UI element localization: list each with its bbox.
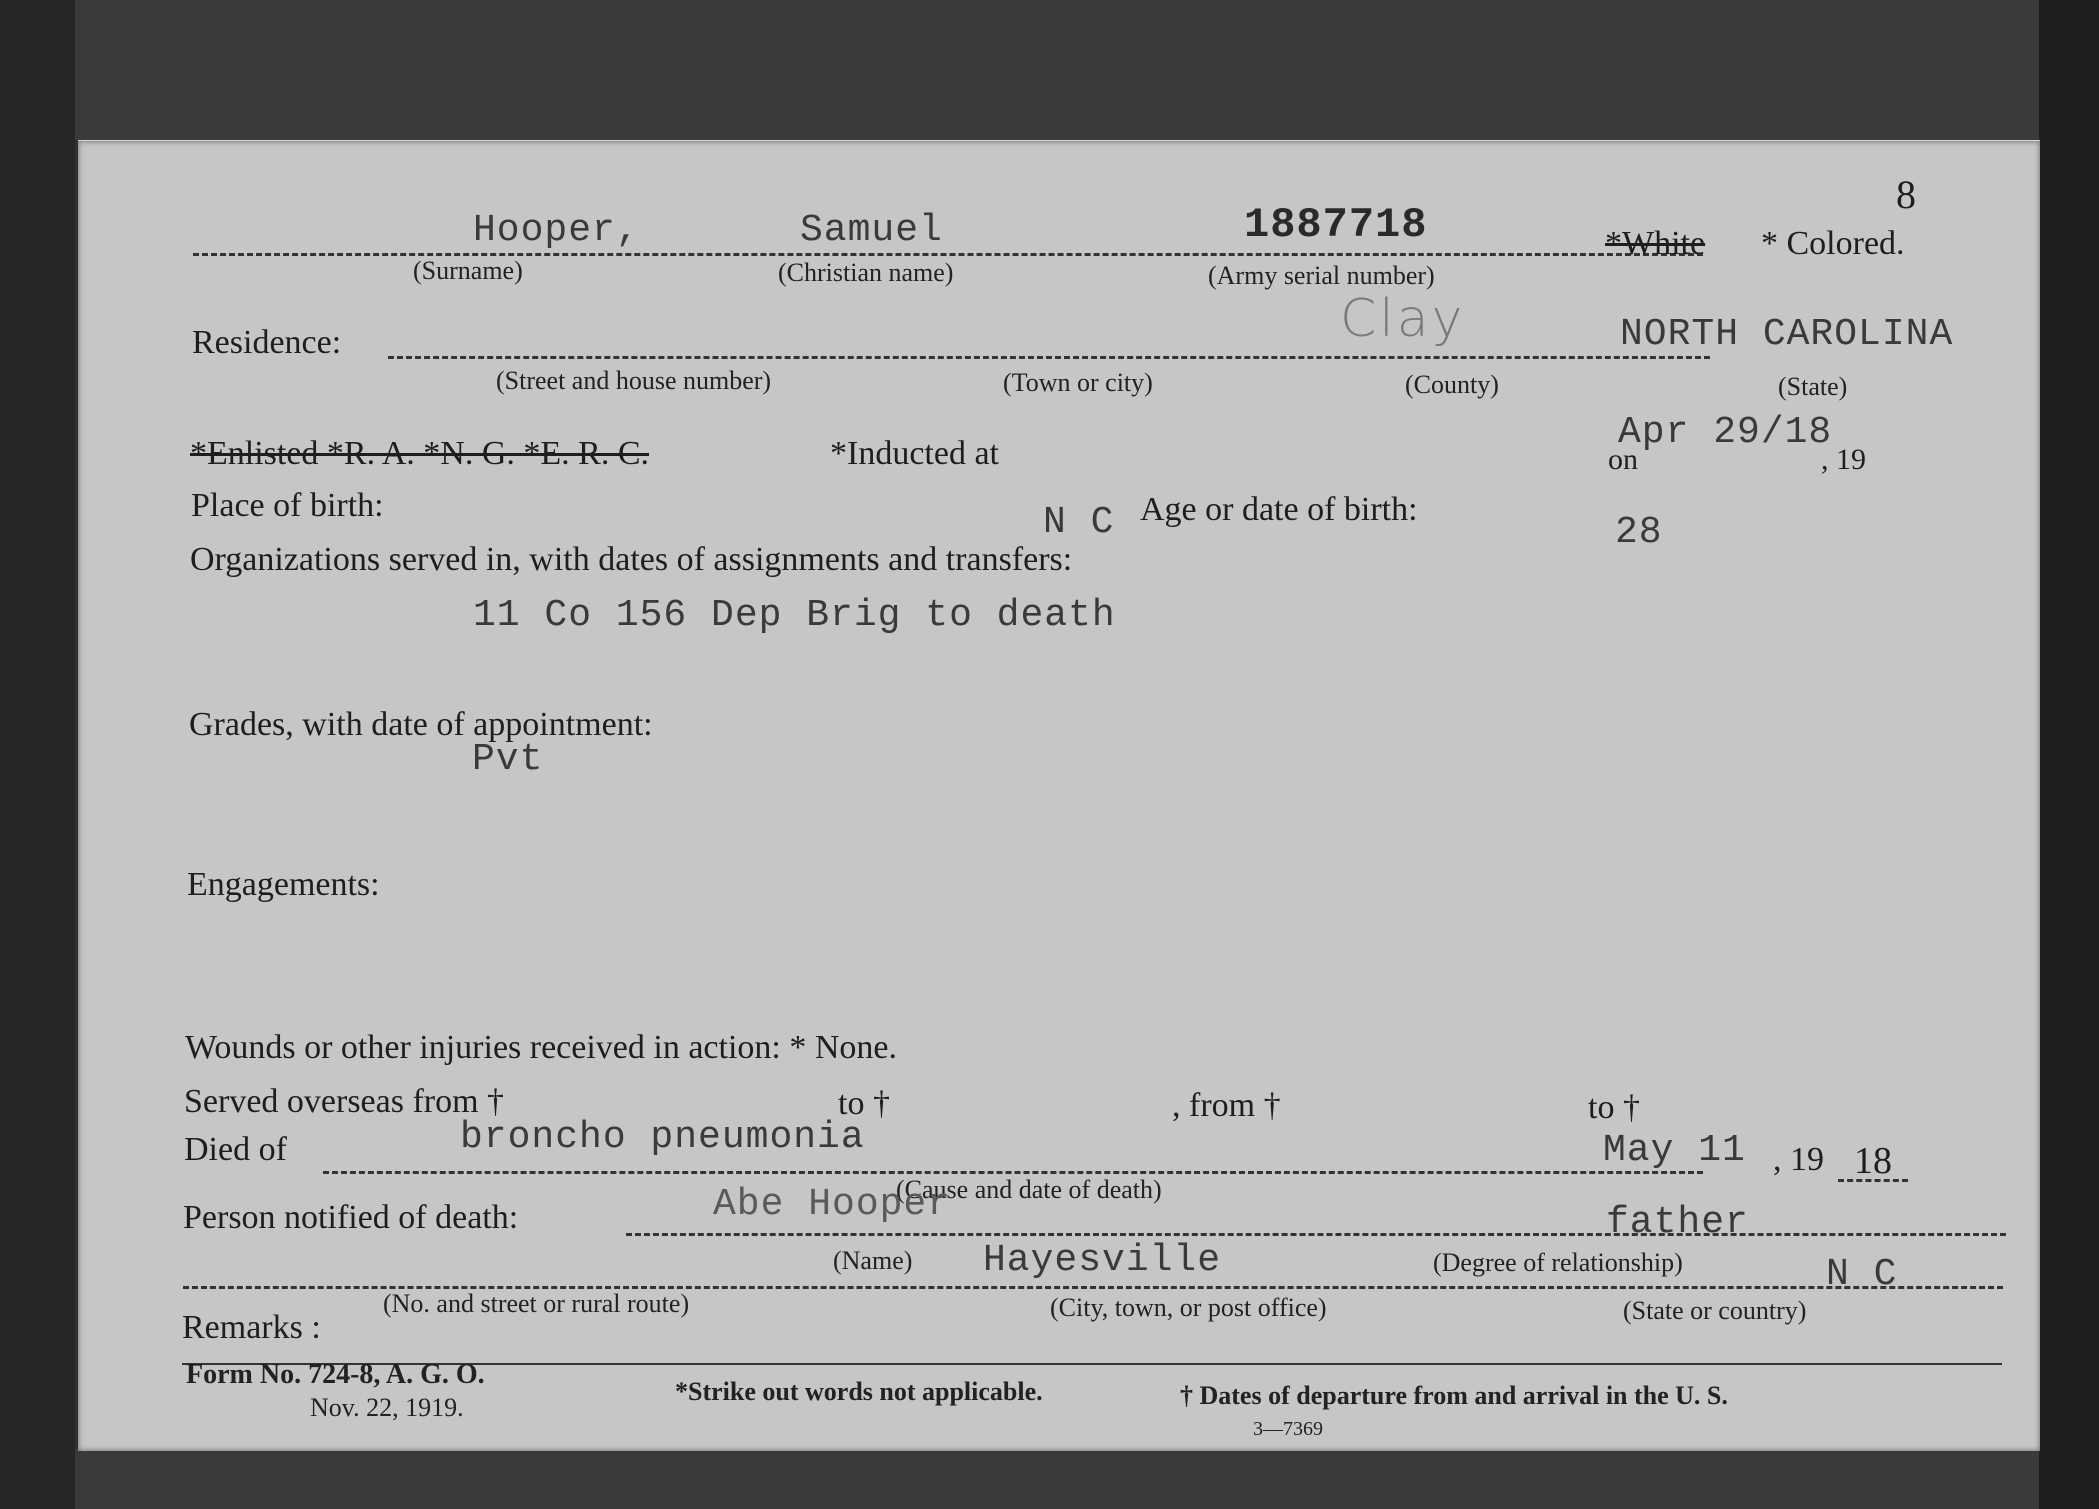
form-date: Nov. 22, 1919. [310,1393,464,1422]
remarks-label: Remarks : [182,1309,321,1346]
print-code: 3—7369 [1253,1418,1323,1440]
residence-label: Residence: [192,324,342,361]
caption-christian-name: (Christian name) [778,258,954,287]
caption-town: (Town or city) [1003,368,1153,397]
death-date-value: May 11 [1603,1129,1746,1172]
caption-street-route: (No. and street or rural route) [383,1289,690,1318]
caption-state: (State) [1778,372,1848,401]
christian-name-value: Samuel [800,209,943,252]
surname-value: Hooper, [473,209,640,252]
background-bottom [75,1449,2039,1509]
card-number: 8 [1896,172,1916,217]
death-year-value: 18 [1854,1140,1892,1182]
person-notified-label: Person notified of death: [183,1199,519,1236]
organizations-label: Organizations served in, with dates of assignments and transfers: [190,541,1073,578]
served-overseas-label: Served overseas from † [184,1083,505,1120]
strike-out-note: *Strike out words not applicable. [675,1377,1043,1406]
caption-degree-of-relationship: (Degree of relationship) [1433,1248,1683,1277]
notified-city-value: Hayesville [983,1239,1222,1282]
caption-serial-number: (Army serial number) [1208,261,1435,290]
death-year-line [1838,1179,1908,1182]
background-right [2039,0,2099,1509]
induction-date-value: Apr 29/18 [1618,411,1833,454]
age-label: Age or date of birth: [1140,491,1418,528]
died-of-label: Died of [184,1131,287,1168]
organizations-value: 11 Co 156 Dep Brig to death [473,594,1116,637]
enlisted-options-struck: *Enlisted *R. A. *N. G. *E. R. C. [190,435,650,472]
inducted-label: *Inducted at [830,435,999,472]
on-label: on [1608,443,1638,476]
overseas-to-label: to † [838,1085,890,1122]
grades-label: Grades, with date of appointment: [189,706,653,743]
relationship-value: father [1606,1201,1749,1244]
grade-value: Pvt [472,738,544,781]
age-value: 28 [1615,511,1663,554]
wounds-label: Wounds or other injuries received in action: * None. [185,1029,898,1066]
county-value: Clay [1340,289,1466,349]
dates-note: † Dates of departure from and arrival in the U. S. [1180,1381,1728,1410]
engagements-label: Engagements: [187,866,380,903]
overseas-to-label-2: to † [1588,1089,1640,1126]
cause-line [323,1171,1703,1174]
notified-state-value: N C [1826,1253,1898,1296]
caption-name: (Name) [833,1246,913,1275]
death-year-label: , 19 [1773,1141,1824,1178]
cause-of-death-value: broncho pneumonia [460,1116,865,1159]
induction-year-label: , 19 [1821,443,1866,476]
record-card [78,140,2040,1451]
caption-street: (Street and house number) [496,366,772,395]
race-white-struck: *White [1605,225,1706,262]
caption-cause-of-death: (Cause and date of death) [896,1175,1162,1204]
caption-city-post-office: (City, town, or post office) [1050,1293,1327,1322]
state-value: NORTH CAROLINA [1620,313,1954,356]
background-top [75,0,2039,140]
background-left [0,0,75,1509]
caption-surname: (Surname) [413,256,523,285]
place-of-birth-value: N C [1043,501,1115,544]
residence-line [388,356,1710,359]
caption-county: (County) [1405,370,1499,399]
race-colored: * Colored. [1761,225,1905,262]
overseas-from-label: , from † [1172,1087,1281,1124]
notified-line [626,1233,2006,1236]
notified-name-value: Abe Hooper [713,1183,952,1226]
serial-number-value: 1887718 [1244,201,1428,249]
caption-state-country: (State or country) [1623,1296,1807,1325]
form-number: Form No. 724-8, A. G. O. [186,1359,485,1390]
place-of-birth-label: Place of birth: [191,487,384,524]
